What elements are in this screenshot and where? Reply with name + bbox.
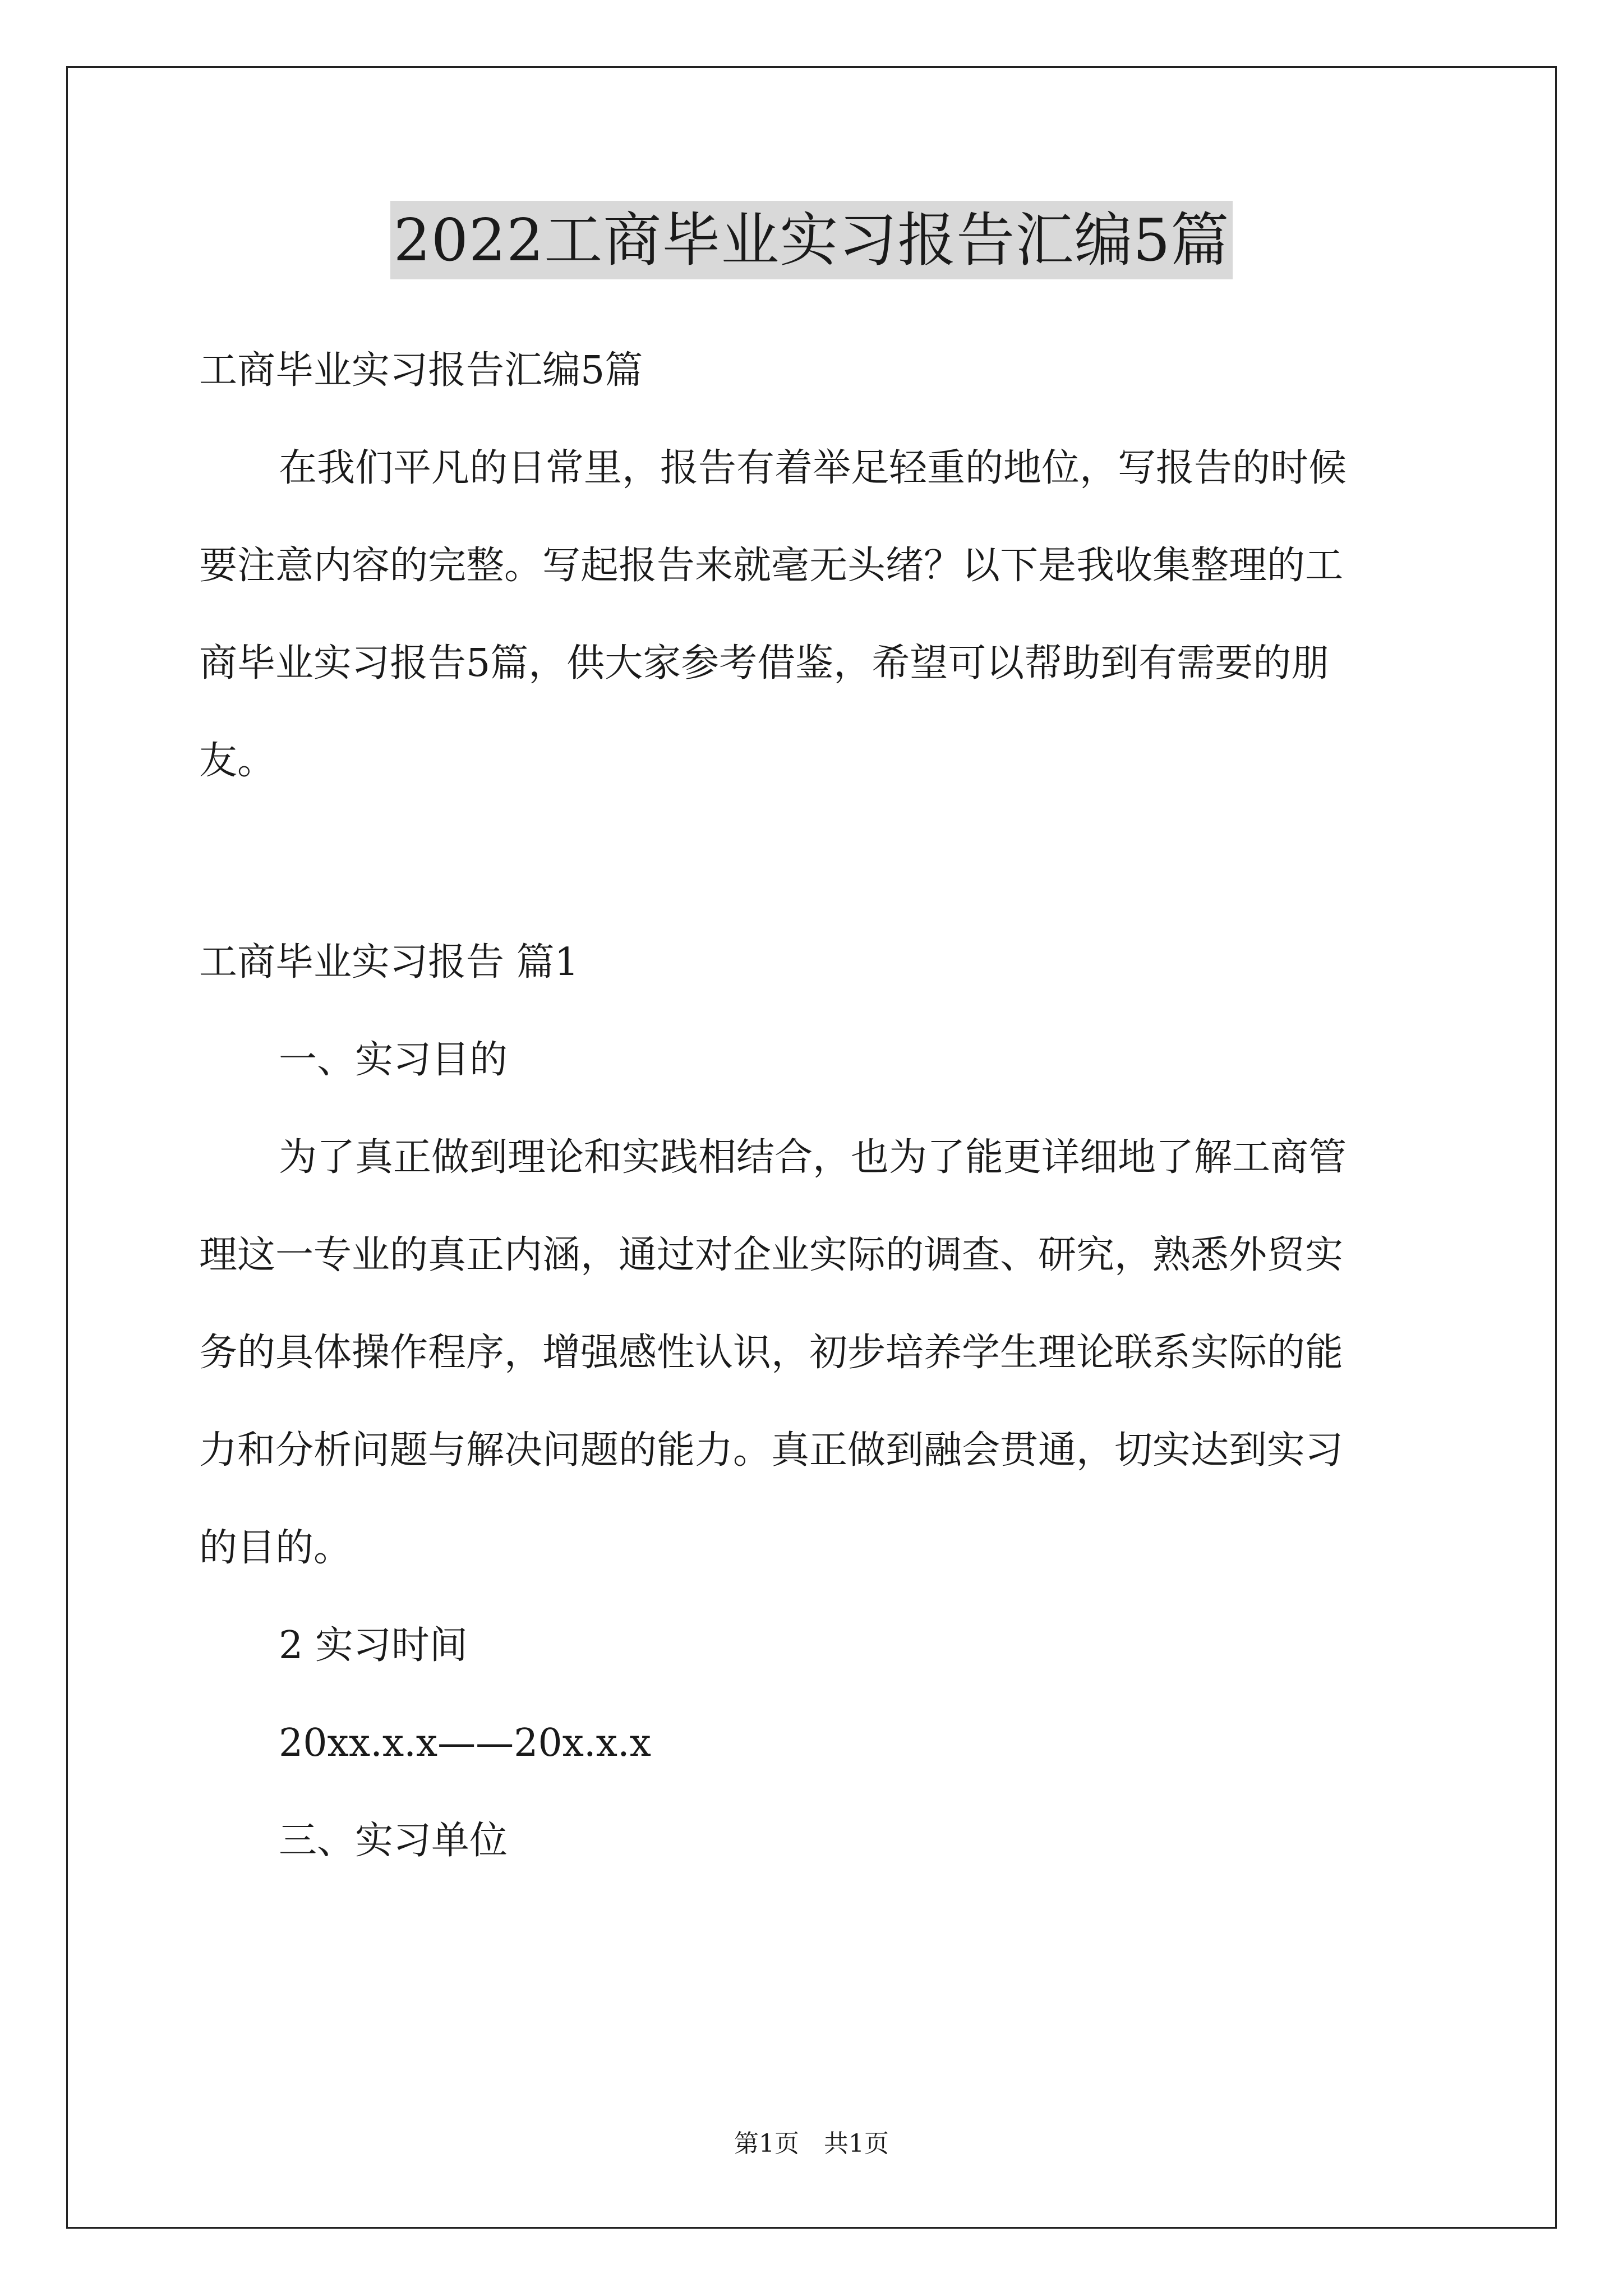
time-value: 20xx.x.x——20x.x.x [279,1721,651,1765]
intro-line: 要注意内容的完整。写起报告来就毫无头绪？以下是我收集整理的工 [199,544,1344,588]
unit-heading: 三、实习单位 [279,1819,508,1863]
purpose-line: 务的具体操作程序，增强感性认识，初步培养学生理论联系实际的能 [199,1331,1344,1375]
time-heading: 2 实习时间 [279,1623,468,1668]
page-footer: 第1页 共1页 [734,2129,889,2158]
purpose-heading: 一、实习目的 [279,1038,508,1082]
purpose-line: 力和分析问题与解决问题的能力。真正做到融会贯通，切实达到实习 [199,1428,1344,1473]
purpose-line: 为了真正做到理论和实践相结合，也为了能更详细地了解工商管 [279,1135,1347,1180]
document-title: 2022工商毕业实习报告汇编5篇 [390,201,1233,279]
document-subtitle: 工商毕业实习报告汇编5篇 [199,348,643,393]
section-heading: 工商毕业实习报告 篇1 [199,940,579,984]
intro-line: 商毕业实习报告5篇，供大家参考借鉴，希望可以帮助到有需要的朋 [199,641,1330,685]
purpose-line: 理这一专业的真正内涵，通过对企业实际的调查、研究，熟悉外贸实 [199,1233,1344,1277]
purpose-paragraph [199,1131,1433,1575]
intro-line: 友。 [199,739,276,783]
purpose-line: 的目的。 [199,1526,352,1570]
intro-paragraph [199,441,1433,788]
intro-line: 在我们平凡的日常里，报告有着举足轻重的地位，写报告的时候 [279,446,1347,490]
document-body [199,311,1433,1868]
title-container [0,201,1623,279]
